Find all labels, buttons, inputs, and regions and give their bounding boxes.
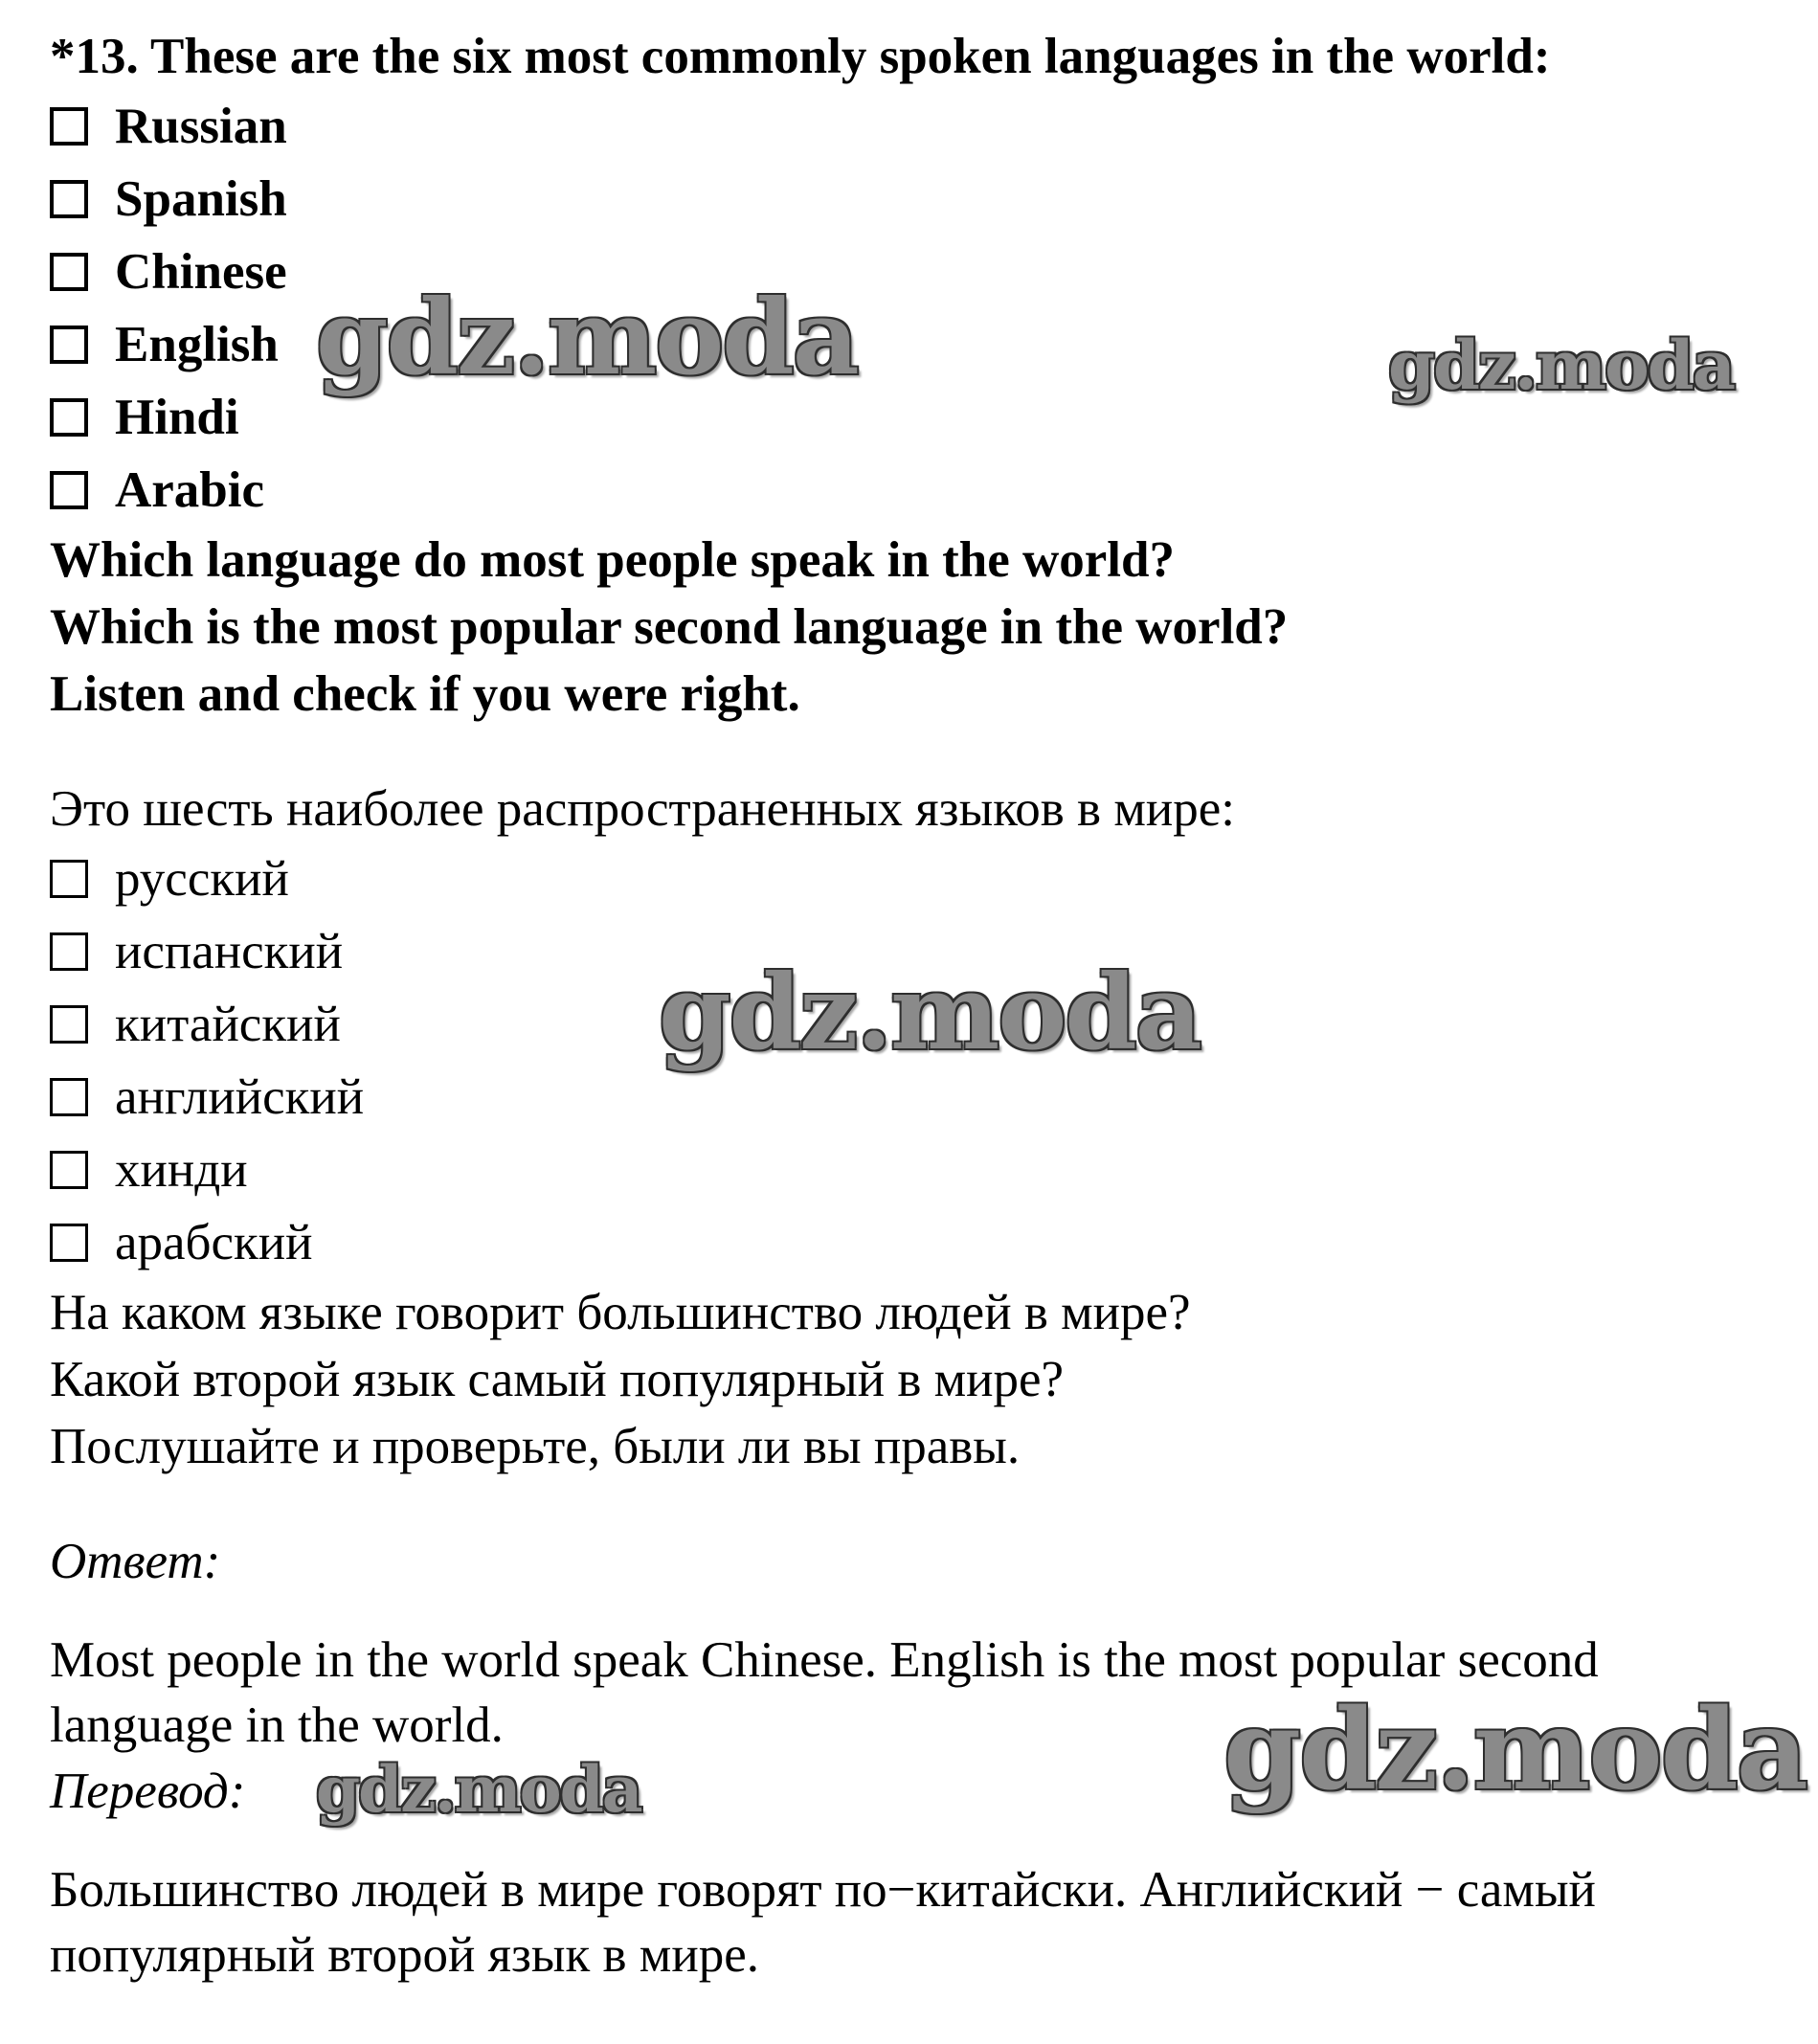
checkbox[interactable] [50, 326, 88, 364]
option-ru-chinese [50, 988, 1773, 1061]
checkbox[interactable] [50, 398, 88, 437]
question-en-1: Which language do most people speak in the world? [50, 532, 1175, 588]
option-label: русский [115, 851, 289, 907]
option-label: испанский [115, 924, 344, 979]
option-label: Russian [115, 99, 287, 154]
watermark-logo: gdz.moda [659, 953, 1201, 1073]
question-ru-2: Какой второй язык самый популярный в мире? [50, 1352, 1065, 1407]
checkbox[interactable] [50, 1151, 88, 1189]
option-label: English [115, 317, 279, 372]
question-en-3: Listen and check if you were right. [50, 666, 800, 722]
intro-ru: Это шесть наиболее распространенных языков в мире: [50, 781, 1235, 837]
option-ru-spanish [50, 915, 1773, 988]
checkbox[interactable] [50, 932, 88, 971]
option-label: Chinese [115, 244, 287, 300]
checkbox[interactable] [50, 1224, 88, 1262]
question-en-2: Which is the most popular second language in the world? [50, 599, 1289, 655]
question-ru-3: Послушайте и проверьте, были ли вы правы. [50, 1419, 1021, 1474]
watermark-logo: gdz.moda [316, 278, 858, 398]
option-english [50, 308, 1773, 381]
answer-label: Ответ: [50, 1534, 221, 1589]
checkbox[interactable] [50, 1078, 88, 1116]
option-label: Hindi [115, 390, 239, 445]
exercise-content [50, 23, 1773, 1988]
option-ru-english [50, 1061, 1773, 1134]
option-label: китайский [115, 997, 341, 1052]
watermark-logo: gdz.moda [1223, 1685, 1807, 1815]
option-label: английский [115, 1069, 365, 1125]
option-arabic [50, 454, 1773, 527]
russian-options-list [50, 842, 1773, 1279]
checkbox[interactable] [50, 1005, 88, 1044]
translation-text: Большинство людей в мире говорят по−китайски. Английский − самый популярный второй язык в мире. [50, 1862, 1596, 1983]
english-options-list [50, 90, 1773, 527]
translation-label: Перевод: [50, 1763, 246, 1819]
option-ru-russian [50, 842, 1773, 915]
option-chinese [50, 236, 1773, 308]
checkbox[interactable] [50, 471, 88, 509]
checkbox[interactable] [50, 860, 88, 898]
exercise-title: *13. These are the six most commonly spoken languages in the world: [50, 29, 1551, 84]
option-label: арабский [115, 1215, 313, 1270]
checkbox[interactable] [50, 180, 88, 218]
option-label: Spanish [115, 171, 287, 227]
option-hindi [50, 381, 1773, 454]
question-ru-1: На каком языке говорит большинство людей в мире? [50, 1285, 1191, 1340]
option-spanish [50, 163, 1773, 236]
checkbox[interactable] [50, 253, 88, 291]
answer-text: Most people in the world speak Chinese. English is the most popular second language in the world. [50, 1632, 1599, 1753]
option-ru-hindi [50, 1134, 1773, 1206]
option-label: хинди [115, 1142, 248, 1198]
option-label: Arabic [115, 462, 265, 518]
checkbox[interactable] [50, 107, 88, 146]
option-russian [50, 90, 1773, 163]
option-ru-arabic [50, 1206, 1773, 1279]
watermark-logo: gdz.moda [1388, 326, 1735, 405]
watermark-logo: gdz.moda [316, 1752, 641, 1827]
